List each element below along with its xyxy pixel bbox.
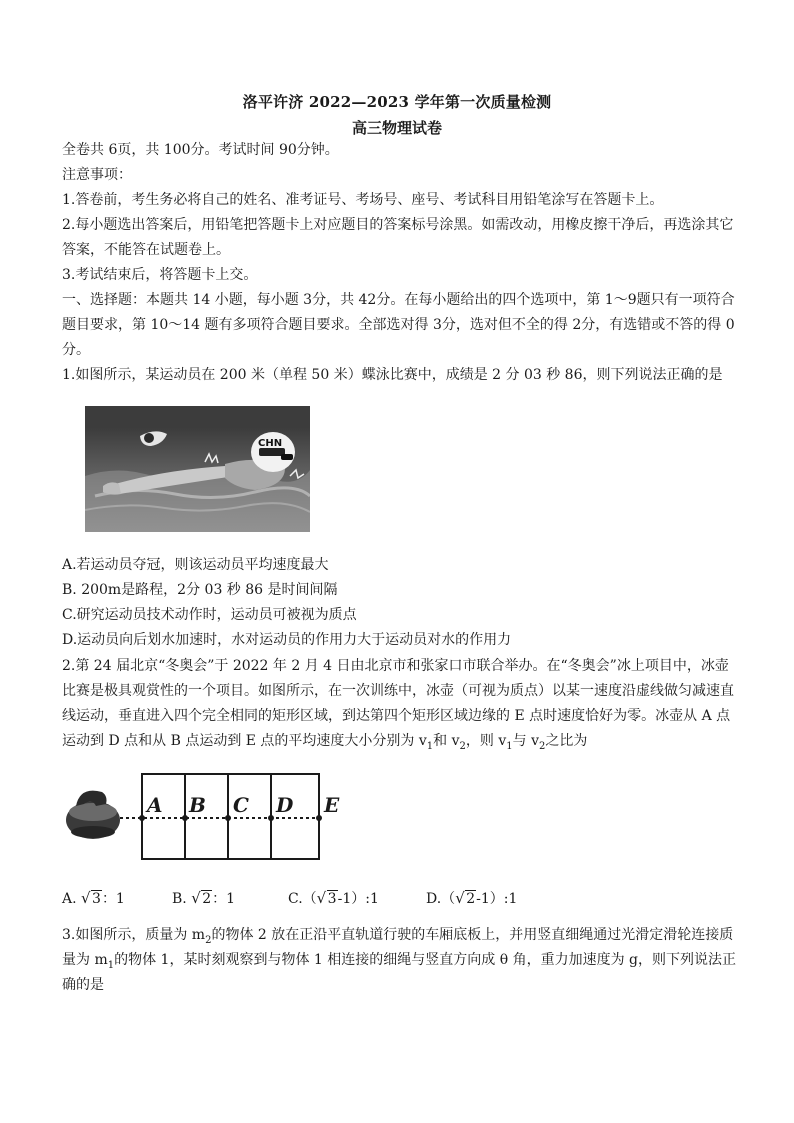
q2-line-4-part-4: 与 v	[512, 733, 539, 749]
point-label-b: B	[189, 793, 206, 817]
q3-line-2-post: 的物体 1，某时刻观察到与物体 1 相连接的细绳与竖直方向成 θ 角，重力加速度为 g，则下列说法正	[114, 952, 737, 968]
note-2-line-2: 答案，不能答在试题卷上。	[62, 242, 230, 258]
q3-line-2	[62, 950, 742, 976]
q1-option-a: A.若运动员夺冠，则该运动员平均速度最大	[62, 557, 329, 573]
note-1: 1.答卷前，考生务必将自己的姓名、准考证号、考场号、座号、考试科目用铅笔涂写在答题卡上。	[62, 192, 664, 208]
q2-line-4	[62, 731, 742, 757]
exam-info: 全卷共 6页，共 100分。考试时间 90分钟。	[62, 142, 339, 158]
point-label-e: E	[324, 793, 340, 817]
radicand: 2	[202, 891, 212, 907]
q2-option-c	[288, 889, 379, 909]
section-1-line-2: 题目要求，第 10～14 题有多项符合题目要求。全部选对得 3分，选对但不全的得 2分，有选错或不答的得 0	[62, 317, 735, 333]
q1-option-d: D.运动员向后划水加速时，水对运动员的作用力大于运动员对水的作用力	[62, 632, 512, 648]
radicand: 3	[327, 891, 337, 907]
sqrt-3	[82, 889, 102, 909]
note-3: 3.考试结束后，将答题卡上交。	[62, 267, 258, 283]
q2-option-a	[62, 889, 125, 909]
section-1-line-3: 分。	[62, 342, 90, 358]
exam-title: 洛平许济 2022—2023 学年第一次质量检测	[242, 93, 552, 111]
q2-option-b	[172, 889, 235, 909]
q2-option-d-prefix: D.（	[426, 891, 456, 907]
q1-option-c: C.研究运动员技术动作时，运动员可被视为质点	[62, 607, 357, 623]
point-label-c: C	[233, 793, 249, 817]
curling-stone-icon	[66, 791, 120, 839]
q2-line-3: 线运动，垂直进入四个完全相同的矩形区域，到达第四个矩形区域边缘的 E 点时速度恰好为零。冰壶从 A 点	[62, 708, 731, 724]
q3-line-1-pre: 3.如图所示，质量为 m	[62, 927, 206, 943]
q1-option-b: B. 200m是路程，2分 03 秒 86 是时间间隔	[62, 582, 338, 598]
q2-option-a-prefix: A.	[62, 891, 77, 907]
subscript-m2: 2	[205, 934, 212, 946]
q2-option-c-suffix: -1）:1	[337, 891, 379, 907]
note-2-line-1: 2.每小题选出答案后，用铅笔把答题卡上对应题目的答案标号涂黑。如需改动，用橡皮擦干净后，再选涂其它	[62, 217, 734, 233]
curling-diagram	[62, 762, 352, 870]
subscript-m1: 1	[107, 959, 115, 971]
notes-title: 注意事项：	[62, 167, 132, 183]
q2-option-b-suffix: ：1	[212, 891, 236, 907]
q2-option-c-prefix: C.（	[288, 891, 317, 907]
q2-option-d-suffix: -1）:1	[476, 891, 518, 907]
q2-option-a-suffix: ：1	[101, 891, 125, 907]
q2-line-4-part-1: 运动到 D 点和从 B 点运动到 E 点的平均速度大小分别为 v	[62, 733, 427, 749]
sqrt-2	[192, 889, 212, 909]
q3-line-1	[62, 925, 742, 951]
subscript-2: 2	[459, 740, 466, 752]
q3-line-3: 确的是	[62, 977, 104, 993]
q3-line-1-post: 的物体 2 放在正沿平直轨道行驶的车厢底板上，并用竖直细绳通过光滑定滑轮连接质	[211, 927, 734, 943]
cap-text: CHN	[258, 438, 283, 449]
q2-line-2: 比赛是极具观赏性的一个项目。如图所示，在一次训练中，冰壶（可视为质点）以某一速度沿虚线做匀减速直	[62, 683, 734, 699]
subscript-1b: 1	[506, 740, 513, 752]
question-1-stem: 1.如图所示，某运动员在 200 米（单程 50 米）蝶泳比赛中，成绩是 2 分 03 秒 86，则下列说法正确的是	[62, 367, 723, 383]
q3-line-2-pre: 量为 m	[62, 952, 108, 968]
swimmer-illustration	[85, 406, 310, 532]
q2-line-4-part-2: 和 v	[433, 733, 460, 749]
q2-option-b-prefix: B.	[172, 891, 187, 907]
point-label-d: D	[276, 793, 294, 817]
sqrt-3	[318, 889, 338, 909]
swimmer-photo	[85, 406, 310, 532]
radicand: 2	[466, 891, 476, 907]
section-1-line-1: 一、选择题：本题共 14 小题，每小题 3分，共 42分。在每小题给出的四个选项中，第 1～9题只有一项符合	[62, 292, 735, 308]
radicand: 3	[92, 891, 101, 907]
sqrt-2	[456, 889, 476, 909]
point-label-a: A	[147, 793, 163, 817]
q2-option-d	[426, 889, 517, 909]
subscript-2b: 2	[539, 740, 546, 752]
q2-line-4-part-3: ，则 v	[465, 733, 507, 749]
q2-line-1: 2.第 24 届北京“冬奥会”于 2022 年 2 月 4 日由北京市和张家口市联合举办。在“冬奥会”冰上项目中，冰壶	[62, 658, 729, 674]
exam-subtitle: 高三物理试卷	[351, 119, 442, 137]
q2-line-4-part-5: 之比为	[545, 733, 588, 749]
subscript-1: 1	[426, 740, 434, 752]
